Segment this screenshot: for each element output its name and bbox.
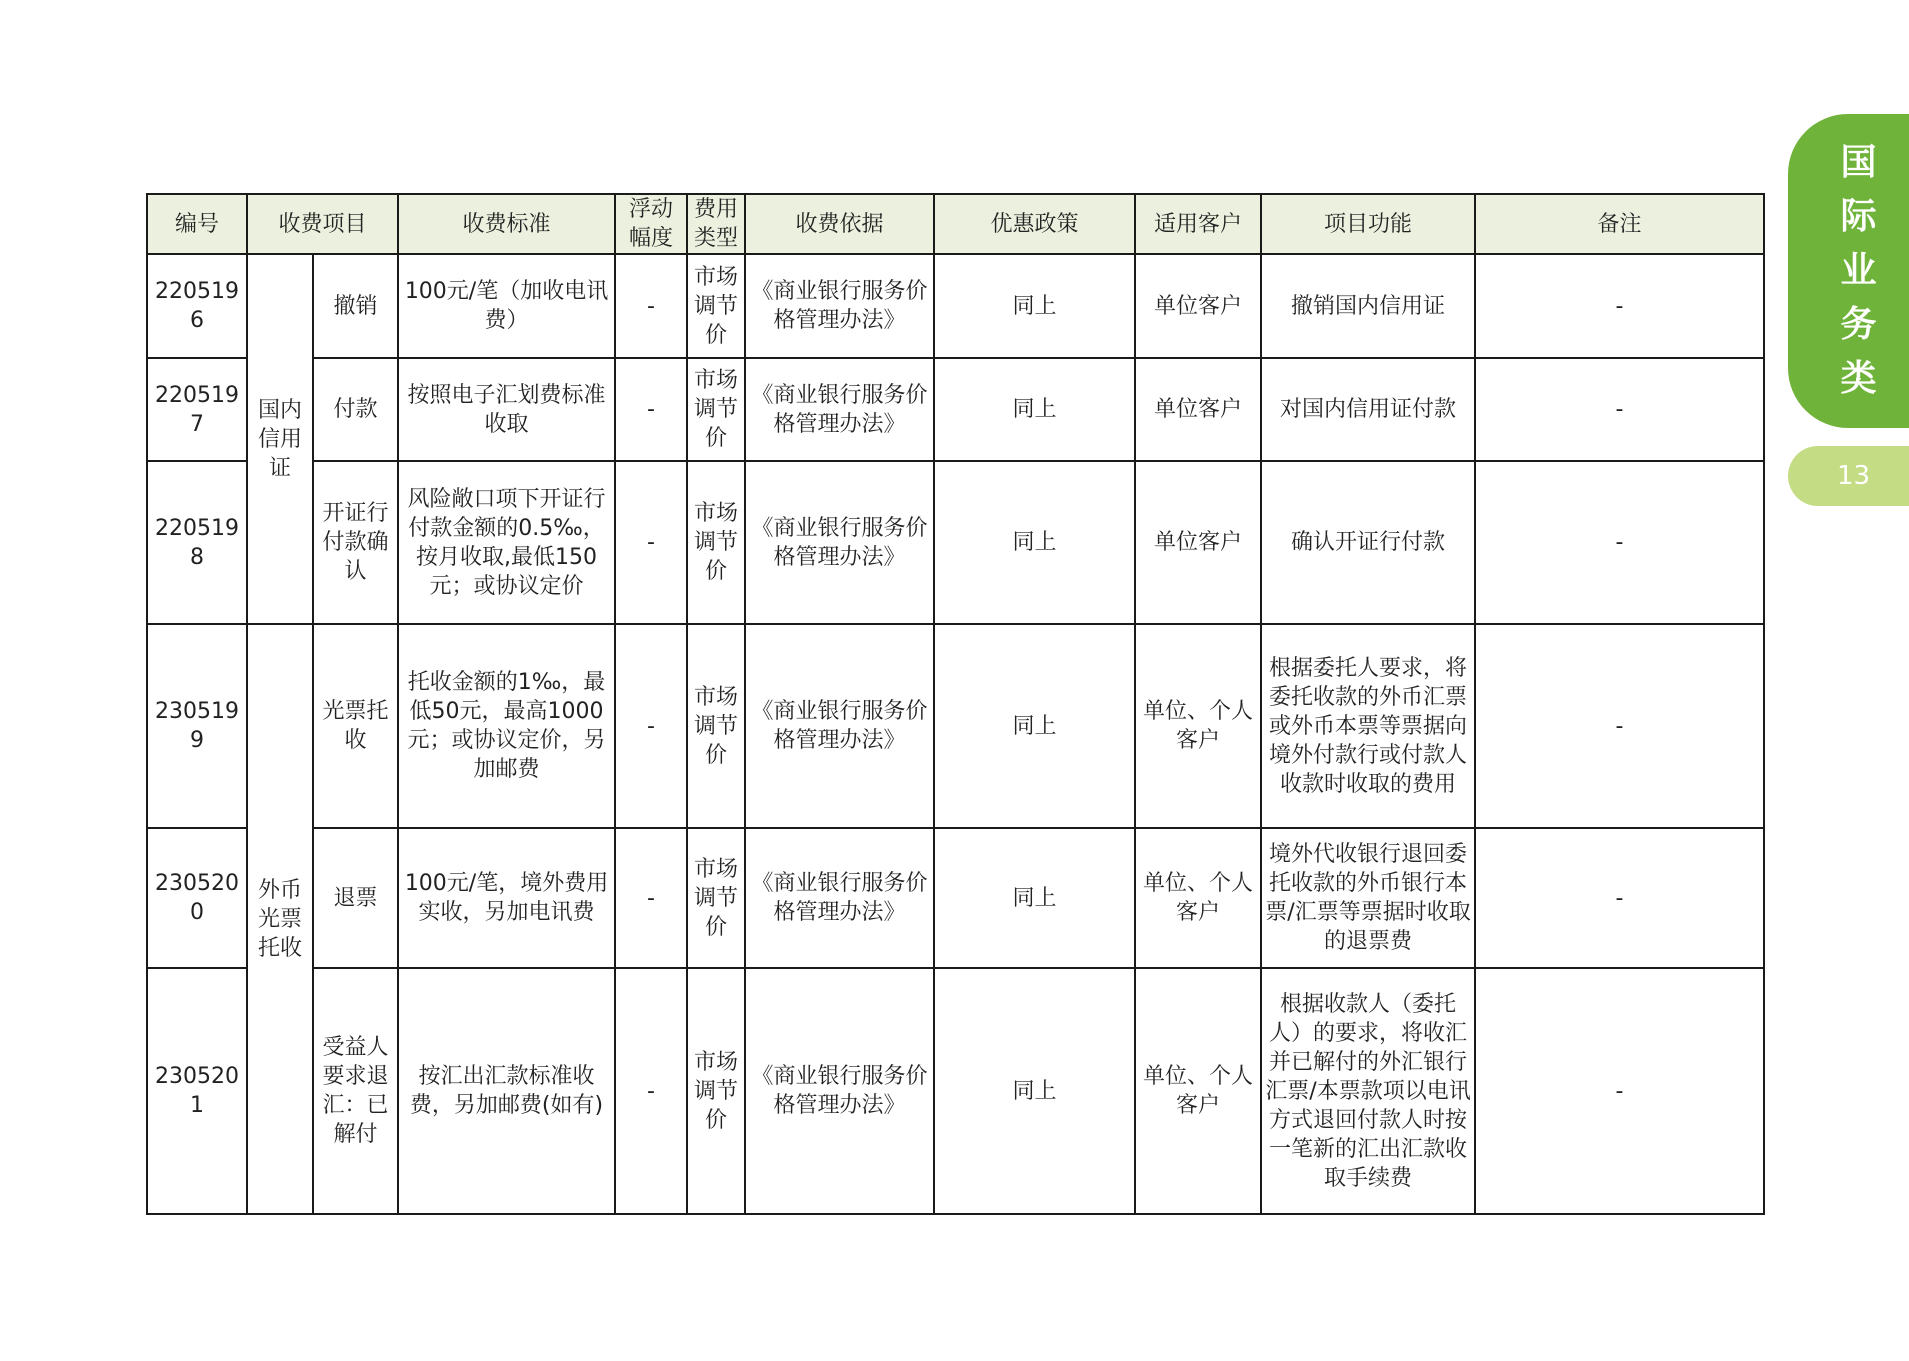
row-function: 撤销国内信用证 bbox=[1261, 254, 1475, 358]
row-remarks: - bbox=[1475, 254, 1764, 358]
row-basis: 《商业银行服务价格管理办法》 bbox=[745, 624, 934, 828]
header-item: 收费项目 bbox=[247, 194, 398, 254]
header-function: 项目功能 bbox=[1261, 194, 1475, 254]
row-code: 2205197 bbox=[147, 358, 247, 461]
row-subitem: 付款 bbox=[313, 358, 398, 461]
row-float-range: - bbox=[615, 828, 687, 968]
row-standard: 风险敞口项下开证行付款金额的0.5‰，按月收取,最低150元；或协议定价 bbox=[398, 461, 615, 624]
header-remarks: 备注 bbox=[1475, 194, 1764, 254]
row-float-range: - bbox=[615, 624, 687, 828]
row-code: 2305199 bbox=[147, 624, 247, 828]
row-float-range: - bbox=[615, 968, 687, 1214]
page-number-badge bbox=[1788, 446, 1909, 506]
header-basis: 收费依据 bbox=[745, 194, 934, 254]
page-number: 13 bbox=[1836, 461, 1871, 491]
row-fee-type: 市场调节价 bbox=[687, 358, 745, 461]
row-basis: 《商业银行服务价格管理办法》 bbox=[745, 254, 934, 358]
row-customers: 单位、个人客户 bbox=[1135, 624, 1261, 828]
row-standard: 100元/笔，境外费用实收，另加电讯费 bbox=[398, 828, 615, 968]
row-code: 2305200 bbox=[147, 828, 247, 968]
row-standard: 100元/笔（加收电讯费） bbox=[398, 254, 615, 358]
table-row bbox=[147, 461, 1764, 624]
row-remarks: - bbox=[1475, 358, 1764, 461]
row-remarks: - bbox=[1475, 828, 1764, 968]
row-preferential: 同上 bbox=[934, 828, 1135, 968]
row-subitem: 撤销 bbox=[313, 254, 398, 358]
row-fee-type: 市场调节价 bbox=[687, 624, 745, 828]
fee-table bbox=[146, 193, 1765, 1215]
header-preferential: 优惠政策 bbox=[934, 194, 1135, 254]
row-code: 2205196 bbox=[147, 254, 247, 358]
row-standard: 托收金额的1‰，最低50元，最高1000元；或协议定价，另加邮费 bbox=[398, 624, 615, 828]
row-code: 2305201 bbox=[147, 968, 247, 1214]
row-fee-type: 市场调节价 bbox=[687, 461, 745, 624]
row-preferential: 同上 bbox=[934, 624, 1135, 828]
table-header-row bbox=[147, 194, 1764, 254]
row-remarks: - bbox=[1475, 624, 1764, 828]
row-basis: 《商业银行服务价格管理办法》 bbox=[745, 358, 934, 461]
row-basis: 《商业银行服务价格管理办法》 bbox=[745, 461, 934, 624]
row-preferential: 同上 bbox=[934, 254, 1135, 358]
row-float-range: - bbox=[615, 254, 687, 358]
row-function: 确认开证行付款 bbox=[1261, 461, 1475, 624]
row-subitem: 光票托收 bbox=[313, 624, 398, 828]
row-remarks: - bbox=[1475, 968, 1764, 1214]
header-standard: 收费标准 bbox=[398, 194, 615, 254]
row-customers: 单位客户 bbox=[1135, 461, 1261, 624]
row-function: 境外代收银行退回委托收款的外币银行本票/汇票等票据时收取的退票费 bbox=[1261, 828, 1475, 968]
row-fee-type: 市场调节价 bbox=[687, 968, 745, 1214]
header-float-range: 浮动幅度 bbox=[615, 194, 687, 254]
row-subitem: 受益人要求退汇：已解付 bbox=[313, 968, 398, 1214]
header-code: 编号 bbox=[147, 194, 247, 254]
group-name: 国内信用证 bbox=[247, 254, 313, 624]
table-row bbox=[147, 828, 1764, 968]
row-function: 根据收款人（委托人）的要求，将收汇并已解付的外汇银行汇票/本票款项以电讯方式退回付款人时按一笔新的汇出汇款收取手续费 bbox=[1261, 968, 1475, 1214]
table-row bbox=[147, 358, 1764, 461]
header-fee-type: 费用类型 bbox=[687, 194, 745, 254]
row-subitem: 开证行付款确认 bbox=[313, 461, 398, 624]
row-float-range: - bbox=[615, 461, 687, 624]
header-customers: 适用客户 bbox=[1135, 194, 1261, 254]
category-label: 国际业务类 bbox=[1840, 142, 1877, 399]
table-row bbox=[147, 624, 1764, 828]
row-remarks: - bbox=[1475, 461, 1764, 624]
row-subitem: 退票 bbox=[313, 828, 398, 968]
row-function: 根据委托人要求，将委托收款的外币汇票或外币本票等票据向境外付款行或付款人收款时收取的费用 bbox=[1261, 624, 1475, 828]
row-basis: 《商业银行服务价格管理办法》 bbox=[745, 828, 934, 968]
row-code: 2205198 bbox=[147, 461, 247, 624]
row-float-range: - bbox=[615, 358, 687, 461]
row-standard: 按汇出汇款标准收费，另加邮费(如有) bbox=[398, 968, 615, 1214]
table-row bbox=[147, 968, 1764, 1214]
row-fee-type: 市场调节价 bbox=[687, 254, 745, 358]
row-preferential: 同上 bbox=[934, 358, 1135, 461]
row-basis: 《商业银行服务价格管理办法》 bbox=[745, 968, 934, 1214]
row-fee-type: 市场调节价 bbox=[687, 828, 745, 968]
row-customers: 单位、个人客户 bbox=[1135, 968, 1261, 1214]
table-row bbox=[147, 254, 1764, 358]
row-standard: 按照电子汇划费标准收取 bbox=[398, 358, 615, 461]
row-customers: 单位客户 bbox=[1135, 254, 1261, 358]
row-function: 对国内信用证付款 bbox=[1261, 358, 1475, 461]
row-customers: 单位、个人客户 bbox=[1135, 828, 1261, 968]
group-name: 外币光票托收 bbox=[247, 624, 313, 1214]
row-customers: 单位客户 bbox=[1135, 358, 1261, 461]
category-side-tab[interactable] bbox=[1788, 114, 1909, 428]
row-preferential: 同上 bbox=[934, 461, 1135, 624]
row-preferential: 同上 bbox=[934, 968, 1135, 1214]
